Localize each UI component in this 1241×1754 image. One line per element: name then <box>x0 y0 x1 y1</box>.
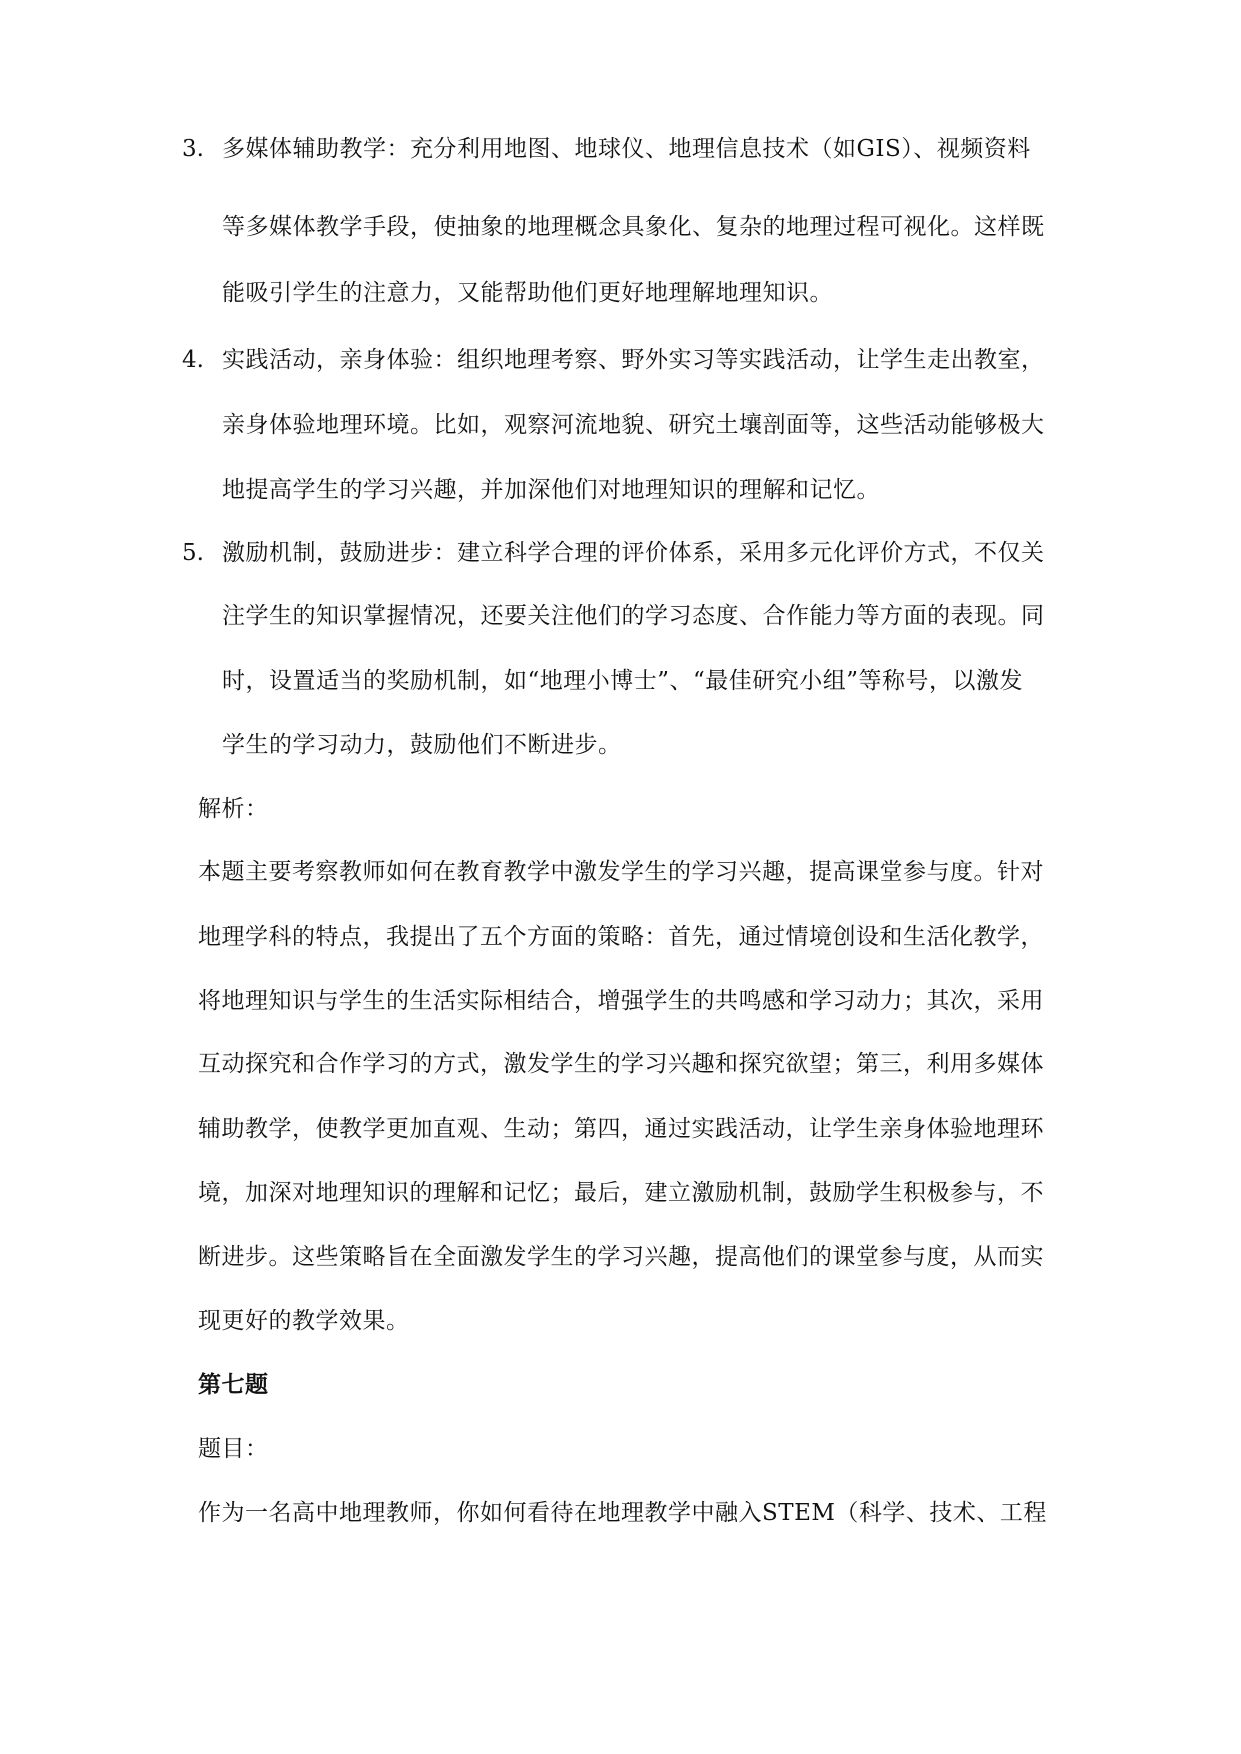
analysis-line-2: 地理学科的特点，我提出了五个方面的策略：首先，通过情境创设和生活化教学， <box>198 924 1044 950</box>
question-label: 题目： <box>198 1436 269 1462</box>
analysis-label: 解析： <box>198 796 269 822</box>
analysis-line-5: 辅助教学，使教学更加直观、生动；第四，通过实践活动，让学生亲身体验地理环 <box>198 1116 1044 1142</box>
list-item-3-line-1: 多媒体辅助教学：充分利用地图、地球仪、地理信息技术（如GIS）、视频资料 <box>222 136 1031 162</box>
list-item-5-line-1: 激励机制，鼓励进步：建立科学合理的评价体系，采用多元化评价方式，不仅关 <box>222 540 1045 566</box>
question-line-1: 作为一名高中地理教师，你如何看待在地理教学中融入STEM（科学、技术、工程 <box>198 1500 1047 1526</box>
list-number-3: 3. <box>182 136 204 162</box>
analysis-line-8: 现更好的教学效果。 <box>198 1308 410 1334</box>
list-number-5: 5. <box>182 540 204 566</box>
question-heading: 第七题 <box>198 1371 269 1398</box>
list-item-3-line-2: 等多媒体教学手段，使抽象的地理概念具象化、复杂的地理过程可视化。这样既 <box>222 214 1045 240</box>
list-item-4-line-2: 亲身体验地理环境。比如，观察河流地貌、研究土壤剖面等，这些活动能够极大 <box>222 412 1045 438</box>
list-item-4-line-3: 地提高学生的学习兴趣，并加深他们对地理知识的理解和记忆。 <box>222 477 880 503</box>
analysis-line-7: 断进步。这些策略旨在全面激发学生的学习兴趣，提高他们的课堂参与度，从而实 <box>198 1244 1044 1270</box>
list-item-5-line-4: 学生的学习动力，鼓励他们不断进步。 <box>222 732 622 758</box>
list-item-4-line-1: 实践活动，亲身体验：组织地理考察、野外实习等实践活动，让学生走出教室， <box>222 347 1045 373</box>
analysis-line-1: 本题主要考察教师如何在教育教学中激发学生的学习兴趣，提高课堂参与度。针对 <box>198 859 1044 885</box>
list-item-5-line-2: 注学生的知识掌握情况，还要关注他们的学习态度、合作能力等方面的表现。同 <box>222 603 1045 629</box>
list-item-3-line-3: 能吸引学生的注意力，又能帮助他们更好地理解地理知识。 <box>222 280 833 306</box>
analysis-line-4: 互动探究和合作学习的方式，激发学生的学习兴趣和探究欲望；第三，利用多媒体 <box>198 1051 1044 1077</box>
analysis-line-6: 境，加深对地理知识的理解和记忆；最后，建立激励机制，鼓励学生积极参与，不 <box>198 1180 1044 1206</box>
list-number-4: 4. <box>182 347 204 373</box>
list-item-5-line-3: 时，设置适当的奖励机制，如“地理小博士”、“最佳研究小组”等称号，以激发 <box>222 668 1024 694</box>
analysis-line-3: 将地理知识与学生的生活实际相结合，增强学生的共鸣感和学习动力；其次，采用 <box>198 988 1044 1014</box>
